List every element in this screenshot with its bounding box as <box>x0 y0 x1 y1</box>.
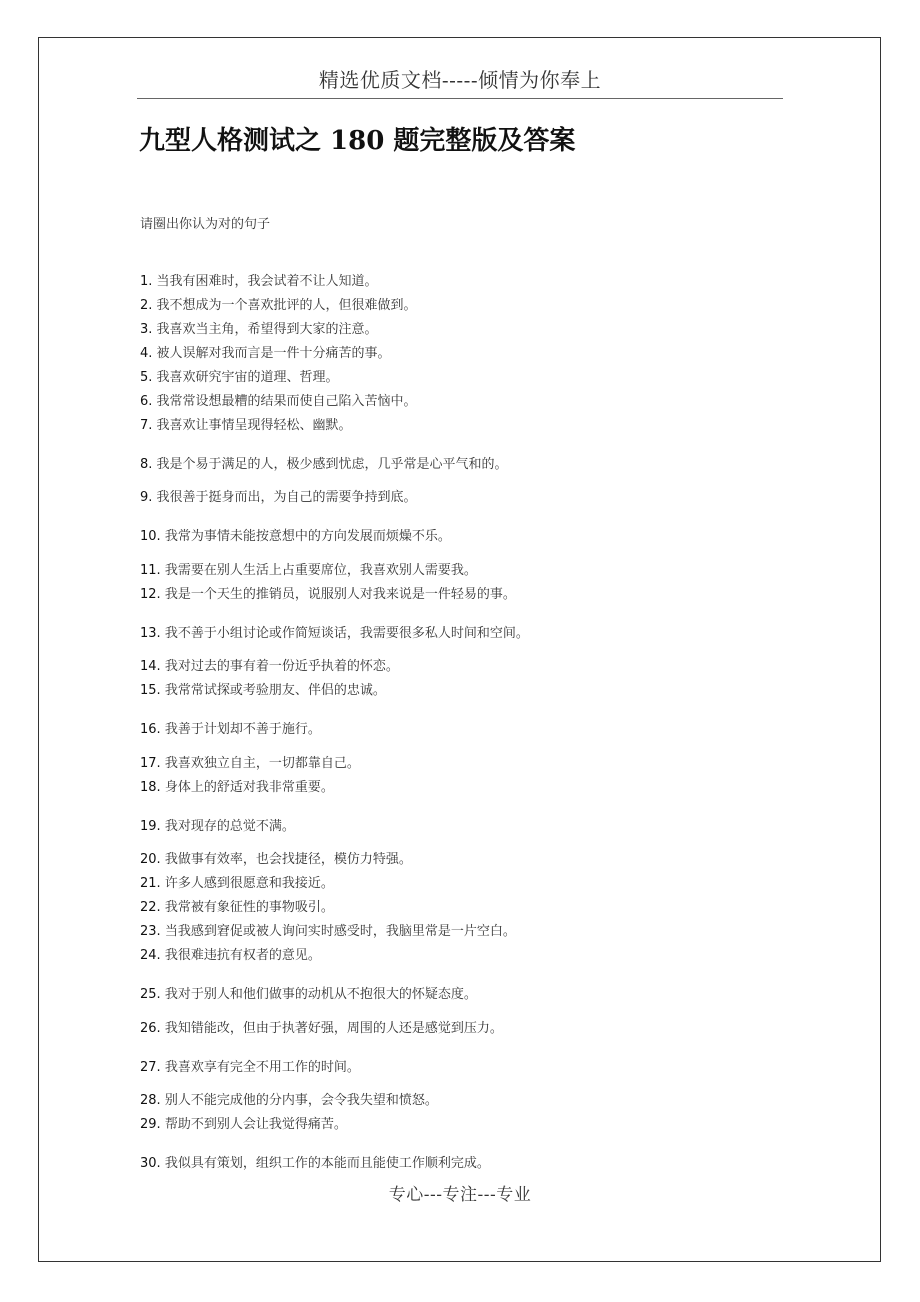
question-number: 25. <box>140 987 161 1002</box>
question-item[interactable] <box>140 369 339 387</box>
question-item[interactable] <box>140 1020 503 1038</box>
document-title: 九型人格测试之 180 题完整版及答案 <box>139 126 576 156</box>
question-text: 我对于别人和他们做事的动机从不抱很大的怀疑态度。 <box>164 987 477 1002</box>
question-number: 23. <box>140 924 161 939</box>
question-text: 我常被有象征性的事物吸引。 <box>164 900 334 915</box>
instruction-text: 请圈出你认为对的句子 <box>140 217 271 232</box>
question-item[interactable] <box>140 755 360 773</box>
question-number: 3. <box>140 322 153 337</box>
question-number: 21. <box>140 876 161 891</box>
question-number: 15. <box>140 683 161 698</box>
question-item[interactable] <box>140 297 417 315</box>
question-item[interactable] <box>140 721 321 739</box>
question-text: 我喜欢当主角，希望得到大家的注意。 <box>156 322 378 337</box>
question-text: 我善于计划却不善于施行。 <box>164 722 321 737</box>
question-number: 17. <box>140 756 161 771</box>
question-item[interactable] <box>140 923 516 941</box>
question-text: 当我感到窘促或被人询问实时感受时，我脑里常是一片空白。 <box>164 924 516 939</box>
question-item[interactable] <box>140 682 386 700</box>
question-text: 帮助不到别人会让我觉得痛苦。 <box>164 1117 347 1132</box>
question-item[interactable] <box>140 456 508 474</box>
question-number: 13. <box>140 626 161 641</box>
question-item[interactable] <box>140 899 334 917</box>
question-item[interactable] <box>140 625 529 643</box>
question-item[interactable] <box>140 1059 360 1077</box>
question-item[interactable] <box>140 779 334 797</box>
question-text: 我常常设想最糟的结果而使自己陷入苦恼中。 <box>156 394 417 409</box>
question-text: 我喜欢研究宇宙的道理、哲理。 <box>156 370 339 385</box>
question-text: 我喜欢享有完全不用工作的时间。 <box>164 1060 360 1075</box>
question-number: 11. <box>140 563 161 578</box>
question-item[interactable] <box>140 1116 347 1134</box>
question-item[interactable] <box>140 818 295 836</box>
question-text: 我常常试探或考验朋友、伴侣的忠诚。 <box>164 683 386 698</box>
question-text: 我做事有效率，也会找捷径，模仿力特强。 <box>164 852 412 867</box>
question-text: 当我有困难时，我会试着不让人知道。 <box>156 274 378 289</box>
question-number: 9. <box>140 490 153 505</box>
question-number: 8. <box>140 457 153 472</box>
question-number: 4. <box>140 346 153 361</box>
question-text: 身体上的舒适对我非常重要。 <box>164 780 334 795</box>
question-number: 10. <box>140 529 161 544</box>
question-number: 12. <box>140 587 161 602</box>
question-text: 我不善于小组讨论或作简短谈话，我需要很多私人时间和空间。 <box>164 626 529 641</box>
question-text: 我喜欢让事情呈现得轻松、幽默。 <box>156 418 352 433</box>
question-number: 24. <box>140 948 161 963</box>
question-number: 20. <box>140 852 161 867</box>
question-text: 我常为事情未能按意想中的方向发展而烦燥不乐。 <box>164 529 451 544</box>
question-item[interactable] <box>140 489 417 507</box>
question-item[interactable] <box>140 658 399 676</box>
question-text: 被人误解对我而言是一件十分痛苦的事。 <box>156 346 391 361</box>
question-item[interactable] <box>140 273 378 291</box>
question-item[interactable] <box>140 528 451 546</box>
question-number: 29. <box>140 1117 161 1132</box>
question-number: 28. <box>140 1093 161 1108</box>
question-number: 27. <box>140 1060 161 1075</box>
question-number: 2. <box>140 298 153 313</box>
question-item[interactable] <box>140 1092 438 1110</box>
question-number: 5. <box>140 370 153 385</box>
page-footer: 专心---专注---专业 <box>388 1185 532 1205</box>
header-divider <box>137 98 783 99</box>
question-item[interactable] <box>140 393 417 411</box>
question-item[interactable] <box>140 562 477 580</box>
question-text: 别人不能完成他的分内事，会令我失望和愤怒。 <box>164 1093 438 1108</box>
question-number: 19. <box>140 819 161 834</box>
question-item[interactable] <box>140 875 334 893</box>
question-item[interactable] <box>140 851 412 869</box>
question-text: 我似具有策划，组织工作的本能而且能使工作顺利完成。 <box>164 1156 490 1171</box>
question-number: 14. <box>140 659 161 674</box>
question-text: 我对过去的事有着一份近乎执着的怀恋。 <box>164 659 399 674</box>
question-item[interactable] <box>140 417 352 435</box>
question-item[interactable] <box>140 321 378 339</box>
question-number: 22. <box>140 900 161 915</box>
question-number: 30. <box>140 1156 161 1171</box>
question-number: 26. <box>140 1021 161 1036</box>
question-text: 我不想成为一个喜欢批评的人，但很难做到。 <box>156 298 417 313</box>
question-text: 我需要在别人生活上占重要席位，我喜欢别人需要我。 <box>164 563 477 578</box>
question-text: 许多人感到很愿意和我接近。 <box>164 876 334 891</box>
question-text: 我知错能改，但由于执著好强，周围的人还是感觉到压力。 <box>164 1021 503 1036</box>
question-text: 我是一个天生的推销员，说服别人对我来说是一件轻易的事。 <box>164 587 516 602</box>
question-number: 7. <box>140 418 153 433</box>
question-number: 16. <box>140 722 161 737</box>
question-text: 我是个易于满足的人，极少感到忧虑，几乎常是心平气和的。 <box>156 457 508 472</box>
question-text: 我很善于挺身而出，为自己的需要争持到底。 <box>156 490 417 505</box>
question-text: 我对现存的总觉不满。 <box>164 819 295 834</box>
page-header: 精选优质文档-----倾情为你奉上 <box>318 68 602 92</box>
question-text: 我喜欢独立自主，一切都靠自己。 <box>164 756 360 771</box>
question-text: 我很难违抗有权者的意见。 <box>164 948 321 963</box>
question-item[interactable] <box>140 586 516 604</box>
question-number: 6. <box>140 394 153 409</box>
question-number: 1. <box>140 274 153 289</box>
question-item[interactable] <box>140 1155 490 1173</box>
question-item[interactable] <box>140 986 477 1004</box>
question-item[interactable] <box>140 947 321 965</box>
question-item[interactable] <box>140 345 391 363</box>
question-number: 18. <box>140 780 161 795</box>
